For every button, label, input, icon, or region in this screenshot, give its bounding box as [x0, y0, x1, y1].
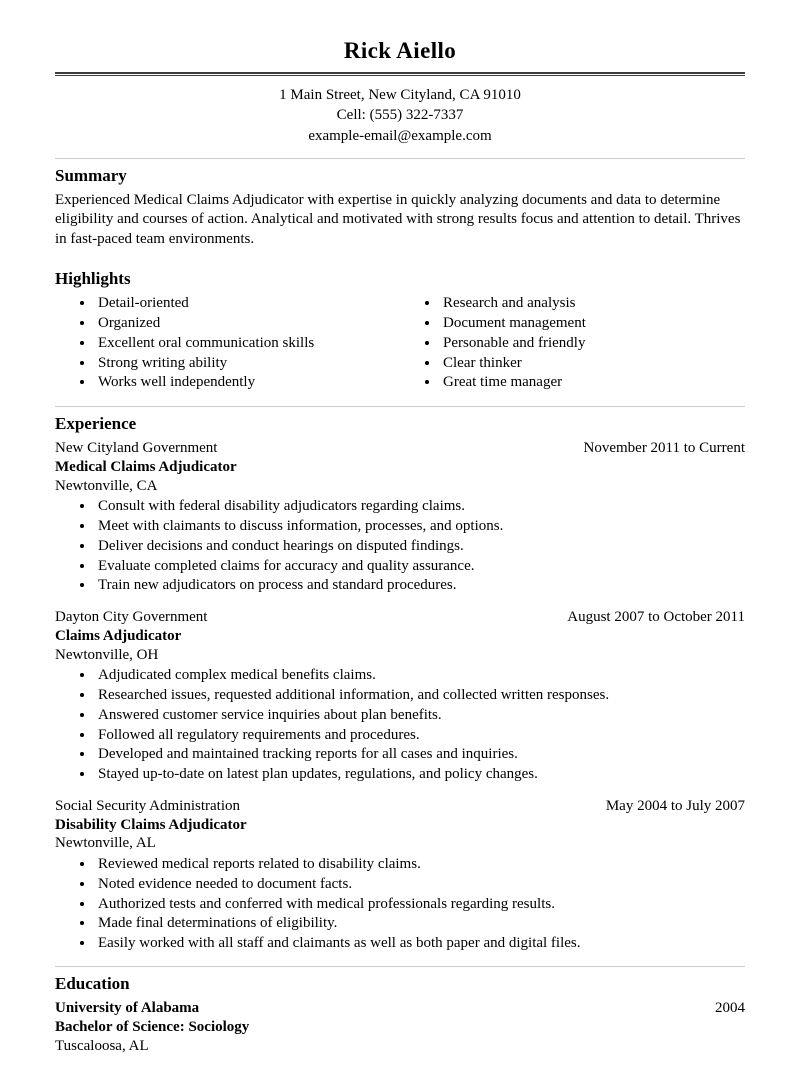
job-dates: November 2011 to Current — [583, 440, 745, 457]
bullet-item: • Strong writing ability — [95, 354, 400, 373]
job-company: Dayton City Government — [55, 609, 208, 626]
contact-address: 1 Main Street, New Cityland, CA 91010 — [279, 87, 521, 103]
job-bullets — [95, 497, 745, 595]
job-bullet: • Meet with claimants to discuss information, processes, and options. — [95, 517, 745, 536]
job-head — [55, 439, 745, 458]
summary-text: Experienced Medical Claims Adjudicator with expertise in quickly analyzing documents and data to determine eligibility and courses of action. Analytical and motivated with strong results focus and attention to detail. Thrives in fast-paced team environments. — [55, 191, 741, 247]
header-divider — [55, 72, 745, 76]
job-title: Claims Adjudicator — [55, 627, 182, 644]
highlights-left-list — [95, 294, 400, 393]
education-heading: Education — [55, 973, 130, 993]
contact-cell: Cell: (555) 322-7337 — [336, 107, 464, 124]
highlights-columns — [55, 294, 745, 393]
job-entry — [55, 608, 745, 784]
job-entry — [55, 439, 745, 595]
bullet-item: • Organized — [95, 314, 400, 333]
highlights-right-list — [440, 294, 745, 393]
job-dates: May 2004 to July 2007 — [605, 797, 745, 814]
candidate-name: Rick Aiello — [343, 38, 457, 63]
bullet-item: • Clear thinker — [440, 354, 745, 373]
education-degree: Bachelor of Science — [55, 1018, 180, 1035]
job-bullet: • Evaluate completed claims for accuracy and quality assurance. — [95, 557, 745, 576]
job-bullets — [95, 666, 745, 784]
job-bullet: • Authorized tests and conferred with medical professionals regarding results. — [95, 895, 745, 914]
education-section — [55, 966, 745, 1056]
highlights-section — [55, 262, 745, 393]
education-year: 2004 — [715, 999, 745, 1016]
job-bullet: • Followed all regulatory requirements and procedures. — [95, 726, 745, 745]
job-bullet: • Easily worked with all staff and claimants as well as both paper and digital files. — [95, 934, 745, 953]
summary-heading: Summary — [55, 165, 127, 185]
job-head — [55, 797, 745, 816]
job-company: New Cityland Government — [55, 440, 218, 457]
bullet-item: • Research and analysis — [440, 294, 745, 313]
job-bullet: • Answered customer service inquiries about plan benefits. — [95, 706, 745, 725]
job-bullet: • Adjudicated complex medical benefits claims. — [95, 666, 745, 685]
bullet-item: • Great time manager — [440, 373, 745, 392]
job-bullet: • Developed and maintained tracking reports for all cases and inquiries. — [95, 745, 745, 764]
job-bullet: • Stayed up-to-date on latest plan updates, regulations, and policy changes. — [95, 765, 745, 784]
contact-email: example-email@example.com — [308, 127, 492, 144]
education-head — [55, 999, 745, 1018]
job-bullet: • Reviewed medical reports related to disability claims. — [95, 855, 745, 874]
bullet-item: • Detail-oriented — [95, 294, 400, 313]
experience-heading: Experience — [55, 414, 137, 434]
education-major: : Sociology — [179, 1018, 250, 1035]
job-bullet: • Consult with federal disability adjudicators regarding claims. — [95, 497, 745, 516]
bullet-item: • Document management — [440, 314, 745, 333]
job-company: Social Security Administration — [55, 797, 240, 814]
job-bullet: • Train new adjudicators on process and standard procedures. — [95, 576, 745, 595]
experience-section — [55, 406, 745, 953]
job-bullet: • Researched issues, requested additional information, and collected written responses. — [95, 686, 745, 705]
job-location: Newtonville, AL — [55, 835, 156, 852]
job-bullets — [95, 855, 745, 953]
job-title: Disability Claims Adjudicator — [55, 816, 247, 833]
jobs-container — [55, 439, 745, 953]
job-title: Medical Claims Adjudicator — [55, 458, 237, 475]
job-bullet: • Made final determinations of eligibility. — [95, 914, 745, 933]
job-dates: August 2007 to October 2011 — [567, 609, 745, 626]
job-head — [55, 608, 745, 627]
education-school: University of Alabama — [55, 999, 200, 1016]
job-location: Newtonville, CA — [55, 477, 158, 494]
job-location: Newtonville, OH — [55, 646, 159, 663]
summary-section — [55, 158, 745, 250]
education-degree-line — [55, 1018, 745, 1038]
bullet-item: • Excellent oral communication skills — [95, 334, 400, 353]
resume-header — [55, 38, 745, 145]
job-entry — [55, 797, 745, 953]
highlights-heading: Highlights — [55, 269, 131, 289]
job-bullet: • Deliver decisions and conduct hearings on disputed findings. — [95, 537, 745, 556]
job-bullet: • Noted evidence needed to document facts. — [95, 875, 745, 894]
bullet-item: • Works well independently — [95, 373, 400, 392]
contact-block — [55, 86, 745, 145]
bullet-item: • Personable and friendly — [440, 334, 745, 353]
education-location: Tuscaloosa, AL — [55, 1038, 149, 1055]
